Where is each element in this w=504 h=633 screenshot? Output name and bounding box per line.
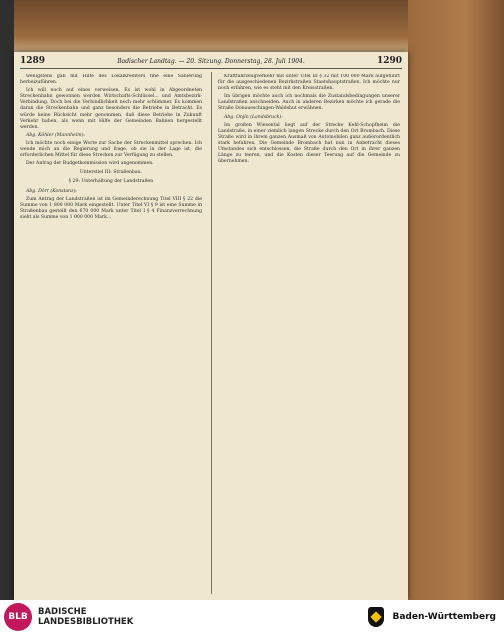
paragraph: Im übrigen möchte auch ich nochmals die Zustandsbedingungen unserer Landstraßen anschneiden. Auch in anderen Bezirken möchte ich gerade die Straße Donaueschingen-Waldshut erwähnen. bbox=[218, 94, 400, 112]
bw-label: Baden-Württemberg bbox=[392, 611, 496, 622]
book-side-edge bbox=[408, 0, 504, 600]
paragraph: Kraftfahrzeugverkehr mit unter Titel III § 32 mit 100 000 Mark aufgeführt für die ausgeschiedenen Bezirkstraßen Staatshauptstraßen. Ich möchte nur noch erfahren, wie es steht mit den Kreisstraßen. bbox=[218, 74, 400, 92]
running-title: Badischer Landtag. — 20. Sitzung. Donnerstag, 28. Juli 1904. bbox=[117, 57, 305, 65]
bw-logo[interactable] bbox=[366, 607, 504, 627]
right-text-column bbox=[218, 74, 400, 596]
left-page-number: 1289 bbox=[20, 56, 46, 66]
blb-line2: LANDESBIBLIOTHEK bbox=[38, 616, 134, 627]
page-header bbox=[20, 54, 402, 69]
bw-crest-icon bbox=[366, 607, 386, 627]
section-heading: Unterstiel III: Straßenbau. bbox=[79, 170, 143, 176]
section-subheading: § 29: Unterhaltung der Landstraßen bbox=[68, 179, 154, 185]
left-text-column bbox=[20, 74, 202, 596]
speaker-label: Abg. Köhler (Mannheim): bbox=[26, 132, 85, 138]
column-divider bbox=[211, 72, 212, 594]
footer-bar bbox=[0, 600, 504, 633]
blb-line1: BADISCHE bbox=[38, 606, 87, 617]
blb-badge-icon: BLB bbox=[4, 603, 32, 631]
paragraph: Im großen Wiesental liegt auf der Strecke Kehl-Schopfheim die Landstraße, in einer ziemlich langen Strecke durch den Ort Brombach. Diese Straße wird in ihrem ganzen Ausmaß von Automobilen ganz außerordentlich stark befahren. Die Gemeinde Brombach hat nun in Anbetracht dieses Umstandes sich entschlossen, die Straße durch den Ort in ihrer ganzen Länge zu teeren, und die Kosten dieser Teerung auf die Gemeinde zu übernehmen. bbox=[218, 122, 400, 165]
scanned-page bbox=[14, 52, 408, 600]
blb-name bbox=[38, 607, 133, 627]
right-page-number: 1290 bbox=[376, 56, 402, 66]
blb-logo[interactable] bbox=[0, 603, 133, 631]
paragraph: wenigstens gab mit Hilfe des Lokalkrediters fine eine Sanierung herbeizuführen. bbox=[20, 74, 202, 86]
speaker-label: Abg. Onjin (Landsbruck): bbox=[224, 114, 283, 120]
paragraph: Ich will noch auf eines verweisen. Es ist wohl in Abgeordneten Streckenbahn gewonnen werden Wirtschafts-Schlüssel... und Amtsbezirk-Verbindung. Doch bei die Verbindlichkeit noch mehr schlimmer. Es kommen daran die Streckenbahn und ganz besonders die Betriebe in Betracht. Es würde keine Rücksicht mehr genommen, daß diese Betriebe in Zukunft Verkehr haben, als wenn mit Hilfe der Gemeinden Bahnen hergestellt werden. bbox=[20, 88, 202, 130]
paragraph: Zum Antrag der Landstraßen ist im Gemeinderechnung Titel VIII § 22 die Summe von 1 800 000 Mark eingestellt. Unter Titel VI § 9 ist eine Summe in Straßenbau gestellt den 670 000 Mark unter Titel I § 4 Finanzverrechnung sieht als Summe von 1 000 000 Mark... bbox=[20, 196, 202, 220]
speaker-label: Abg. Dörr (Konstanz): bbox=[26, 188, 77, 194]
paragraph: Der Antrag der Budgetkommission wird angenommen. bbox=[26, 161, 154, 167]
paragraph: Ich möchte noch einige Worte zur Sache der Streckenmittel sprechen. Ich wende mich an die Regierung und frage, ob sie in der Lage ist, die erforderlichen Mittel für diese Strecken zur Verfügung zu stellen. bbox=[20, 140, 202, 159]
